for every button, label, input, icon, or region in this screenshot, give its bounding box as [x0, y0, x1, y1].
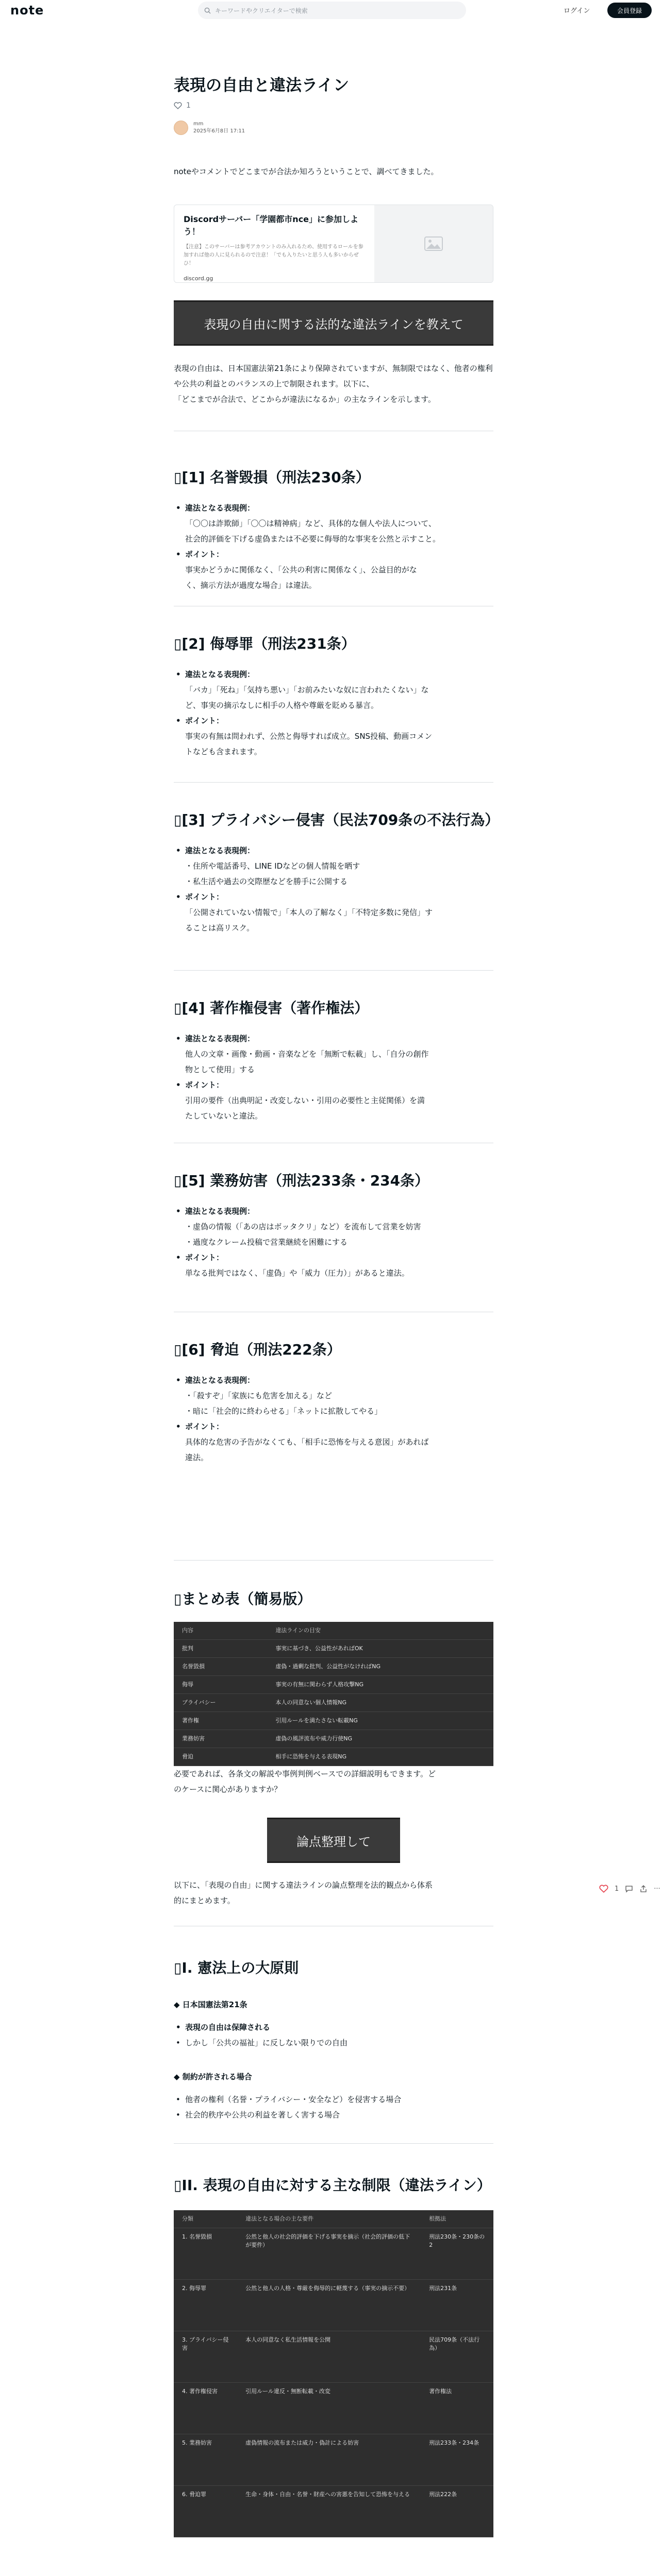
table-row — [174, 2331, 493, 2383]
section-heading-text: [4] 著作権侵害（著作権法） — [181, 999, 369, 1016]
more-icon[interactable]: ··· — [654, 1885, 660, 1893]
point-text: 社会的評価を下げる虚偽または不必要に侮辱的な事実を公然と示すこと。 — [185, 534, 441, 544]
table-cell: 名誉毀損 — [174, 1658, 267, 1676]
table-cell: プライバシー — [174, 1694, 267, 1712]
table-row — [174, 2486, 493, 2537]
post-date: 2025年6月8日 17:11 — [193, 128, 245, 134]
table-row — [174, 1730, 493, 1748]
point-text: ど、事実の摘示なしに相手の人格や尊厳を貶める暴言。 — [185, 701, 379, 710]
table-cell: 著作権 — [174, 1712, 267, 1730]
section-heading-text: [2] 侮辱罪（刑法231条） — [181, 635, 356, 652]
point-text: ・「殺すぞ」「家族にも危害を加える」など — [185, 1391, 333, 1400]
point-label: • 違法となる表現例： — [174, 1204, 421, 1219]
restriction-list: • 他者の権利（名誉・プライバシー・安全など）を侵害する場合 • 社会的秩序や公共の利益を著しく害する場合 — [174, 2092, 401, 2123]
divider — [174, 970, 493, 971]
avatar[interactable] — [174, 121, 188, 135]
square-icon: ▯ — [174, 1590, 182, 1607]
table-cell: 刑法230条・230条の2 — [421, 2228, 493, 2280]
author-info[interactable] — [174, 121, 245, 135]
table-cell: 批判 — [174, 1640, 267, 1658]
table-header-cell: 分類 — [174, 2210, 237, 2228]
table-row — [174, 2434, 493, 2486]
constitution-list: • 表現の自由は保障される • しかし「公共の福祉」に反しない限りでの自由 — [174, 2020, 347, 2050]
table-row — [174, 2280, 493, 2331]
summary-heading: ▯まとめ表（簡易版） — [174, 1590, 312, 1607]
embed-description: 【注意】このサーバーは参考アカウントのみ入れるため、使用するロールを参加すれば他の人に見られるので注意！「でも入りたいと思う人も多いからぜひ！ — [184, 244, 363, 266]
table-cell: 生命・身体・自由・名誉・財産への害悪を告知して恐怖を与える — [237, 2486, 421, 2537]
table-cell: 5. 業務妨害 — [174, 2434, 237, 2486]
table-cell: 引用ルール違反・無断転載・改変 — [237, 2383, 421, 2434]
point-label: • 違法となる表現例： — [174, 1031, 429, 1046]
point-label: • ポイント： — [174, 889, 433, 905]
point-text: トなども含まれます。 — [185, 747, 262, 756]
embed-domain: discord.gg — [184, 275, 213, 282]
float-like-count: 1 — [615, 1885, 619, 1893]
square-icon: ▯ — [174, 1341, 182, 1358]
table-cell: 虚偽情報の流布または威力・偽計による妨害 — [237, 2434, 421, 2486]
point-text: 引用の要件（出典明記・改変しない・引用の必要性と主従関係）を満 — [185, 1096, 425, 1105]
restrictions-heading: ▯II. 表現の自由に対する主な制限（違法ライン） — [174, 2177, 491, 2194]
restrictions-table — [174, 2210, 493, 2537]
table-row — [174, 1748, 493, 1766]
embed-thumbnail — [374, 205, 493, 282]
table-cell: 刑法231条 — [421, 2280, 493, 2331]
table-cell: 2. 侮辱罪 — [174, 2280, 237, 2331]
table-cell: 民法709条（不法行為） — [421, 2331, 493, 2383]
point-text: ・住所や電話番号、LINE IDなどの個人情報を晒す — [185, 861, 360, 871]
followup-text: 必要であれば、各条文の解説や事例判例ベースでの詳細説明もできます。ど のケースに関心がありますか？ — [174, 1769, 436, 1794]
point-text: 他人の文章・画像・動画・音楽などを「無断で転載」し、「自分の創作 — [185, 1049, 429, 1059]
point-label: • 違法となる表現例： — [174, 843, 433, 858]
section-points — [174, 843, 433, 936]
table-cell: 事実の有無に関わらず人格攻撃NG — [267, 1676, 493, 1694]
square-icon: ▯ — [174, 811, 182, 828]
point-label: • ポイント： — [174, 713, 432, 728]
section-points — [174, 1204, 421, 1281]
like-summary[interactable] — [174, 101, 191, 110]
table-row — [174, 2383, 493, 2434]
section-heading — [174, 1170, 429, 1190]
table-cell: 虚偽・過剰な批判、公益性がなければNG — [267, 1658, 493, 1676]
site-header — [0, 0, 662, 21]
table-header-cell: 違法ラインの目安 — [267, 1622, 493, 1640]
divider — [174, 782, 493, 783]
table-header-cell: 違法となる場合の主な要件 — [237, 2210, 421, 2228]
point-text: 「バカ」「死ね」「気持ち悪い」「お前みたいな奴に言われたくない」な — [185, 685, 429, 694]
section-points — [174, 1372, 429, 1465]
table-cell: 3. プライバシー侵害 — [174, 2331, 237, 2383]
principle-heading: ▯I. 憲法上の大原則 — [174, 1959, 299, 1976]
table-cell: 公然と他人の人格・尊厳を侮辱的に軽蔑する（事実の摘示不要） — [237, 2280, 421, 2331]
square-icon: ▯ — [174, 1959, 182, 1976]
share-icon[interactable] — [639, 1885, 648, 1893]
comment-icon[interactable] — [625, 1885, 633, 1893]
search-input[interactable] — [198, 2, 466, 19]
table-row — [174, 2228, 493, 2280]
point-text: ることは高リスク。 — [185, 923, 255, 933]
discord-embed-card[interactable] — [174, 205, 493, 283]
divider — [174, 2143, 493, 2144]
section-heading — [174, 809, 500, 829]
point-label: • 違法となる表現例： — [174, 667, 432, 682]
embed-title: Discordサーバー「学園都市nce」に参加しよう！ — [184, 214, 359, 236]
square-icon: ▯ — [174, 999, 182, 1016]
table-row — [174, 1712, 493, 1730]
table-cell: 本人の同意なく私生活情報を公開 — [237, 2331, 421, 2383]
point-text: 事実かどうかに関係なく、「公共の利害に関係なく」、公益目的がな — [185, 565, 417, 574]
intro-text: noteやコメントでどこまでが合法か知ろうということで、調べてきました。 — [174, 167, 439, 176]
table-cell: 本人の同意ない個人情報NG — [267, 1694, 493, 1712]
square-icon: ▯ — [174, 469, 182, 486]
section-heading-text: [3] プライバシー侵害（民法709条の不法行為） — [181, 811, 500, 828]
table-row — [174, 1694, 493, 1712]
summary-table — [174, 1622, 493, 1766]
part2-lead: 以下に、「表現の自由」に関する違法ラインの論点整理を法的観点から体系 的にまとめます。 — [174, 1880, 433, 1905]
table-header-cell: 根拠法 — [421, 2210, 493, 2228]
point-label: • 違法となる表現例： — [174, 1372, 429, 1388]
article-title: 表現の自由と違法ライン — [174, 76, 350, 95]
table-cell: 4. 著作権侵害 — [174, 2383, 237, 2434]
section-heading — [174, 633, 356, 653]
point-text: ・私生活や過去の交際歴などを勝手に公開する — [185, 877, 348, 886]
point-label: • ポイント： — [174, 1077, 429, 1093]
table-cell: 引用ルールを満たさない転載NG — [267, 1712, 493, 1730]
square-icon: ▯ — [174, 2177, 182, 2194]
square-icon: ▯ — [174, 635, 182, 652]
point-text: たしていないと違法。 — [185, 1111, 263, 1121]
table-cell: 1. 名誉毀損 — [174, 2228, 237, 2280]
point-text: 物として使用」する — [185, 1065, 255, 1074]
author-name[interactable]: mm — [193, 121, 204, 127]
point-label: • 違法となる表現例： — [174, 500, 440, 516]
table-cell: 事実に基づき、公益性があればOK — [267, 1640, 493, 1658]
table-cell: 刑法222条 — [421, 2486, 493, 2537]
point-label: • ポイント： — [174, 1419, 429, 1434]
table-row — [174, 1658, 493, 1676]
constitution-subheading: ◆ 日本国憲法第21条 — [174, 2000, 247, 2009]
point-text: 具体的な危害の予告がなくても、「相手に恐怖を与える意図」があれば — [185, 1437, 429, 1447]
point-label: • ポイント： — [174, 1250, 421, 1265]
table-cell: 相手に恐怖を与える表現NG — [267, 1748, 493, 1766]
note-logo[interactable]: note — [10, 3, 44, 18]
point-text: く、摘示方法が過度な場合」は違法。 — [185, 581, 317, 590]
table-cell: 虚偽の風評流布や威力行使NG — [267, 1730, 493, 1748]
signup-button[interactable]: 会員登録 — [607, 3, 652, 18]
section-heading — [174, 1338, 341, 1359]
divider — [174, 1560, 493, 1561]
heart-icon[interactable] — [599, 1885, 608, 1893]
point-text: 単なる批判ではなく、「虚偽」や「威力（圧力）」があると違法。 — [185, 1268, 409, 1278]
section-points — [174, 500, 440, 593]
point-text: ・過度なクレーム投稿で営業継続を困難にする — [185, 1238, 348, 1247]
table-header-row — [174, 1622, 493, 1640]
point-text: 「公開されていない情報で」「本人の了解なく」「不特定多数に発信」す — [185, 908, 433, 917]
table-cell: 業務妨害 — [174, 1730, 267, 1748]
point-text: 違法。 — [185, 1453, 209, 1462]
table-header-cell: 内容 — [174, 1622, 267, 1640]
table-row — [174, 1676, 493, 1694]
heart-icon — [174, 102, 182, 109]
image-placeholder-icon — [424, 236, 443, 251]
table-cell: 侮辱 — [174, 1676, 267, 1694]
search-placeholder: キーワードやクリエイターで検索 — [215, 7, 308, 14]
point-label: • ポイント： — [174, 547, 440, 562]
square-icon: ▯ — [174, 1172, 182, 1189]
prompt-banner: 表現の自由に関する法的な違法ラインを教えて — [174, 300, 493, 346]
table-header-row — [174, 2210, 493, 2228]
section-heading — [174, 466, 370, 487]
table-cell: 6. 脅迫罪 — [174, 2486, 237, 2537]
section-heading-text: [1] 名誉毀損（刑法230条） — [181, 469, 370, 486]
section-points — [174, 667, 432, 759]
point-text: 事実の有無は問われず、公然と侮辱すれば成立。SNS投稿、動画コメン — [185, 732, 433, 741]
table-cell: 脅迫 — [174, 1748, 267, 1766]
point-text: 「〇〇は詐欺師」「〇〇は精神病」など、具体的な個人や法人について、 — [185, 519, 436, 528]
point-text: ・暗に「社会的に終わらせる」「ネットに拡散してやる」 — [185, 1406, 383, 1416]
followup-prompt-banner: 論点整理して — [267, 1818, 400, 1863]
search-icon — [204, 7, 211, 14]
like-count: 1 — [186, 101, 191, 110]
table-cell: 公然と他人の社会的評価を下げる事実を摘示（社会的評価の低下が要件） — [237, 2228, 421, 2280]
section-heading-text: [6] 脅迫（刑法222条） — [181, 1341, 341, 1358]
point-text: ・虚偽の情報（「あの店はボッタクリ」など）を流布して営業を妨害 — [185, 1222, 421, 1231]
section-heading-text: [5] 業務妨害（刑法233条・234条） — [181, 1172, 429, 1189]
restriction-subheading: ◆ 制約が許される場合 — [174, 2072, 252, 2081]
login-link[interactable]: ログイン — [564, 7, 590, 15]
section-points — [174, 1031, 429, 1124]
lead-text: 表現の自由は、日本国憲法第21条により保障されていますが、無制限ではなく、他者の権利や公共の利益とのバランスの上で制限されます。以下に、 「どこまでが合法で、どこからが違法になるか」の主なラインを示します。 — [174, 364, 493, 404]
floating-actions — [599, 1885, 660, 1893]
table-cell: 刑法233条・234条 — [421, 2434, 493, 2486]
section-heading — [174, 997, 369, 1018]
table-cell: 著作権法 — [421, 2383, 493, 2434]
table-row — [174, 1640, 493, 1658]
